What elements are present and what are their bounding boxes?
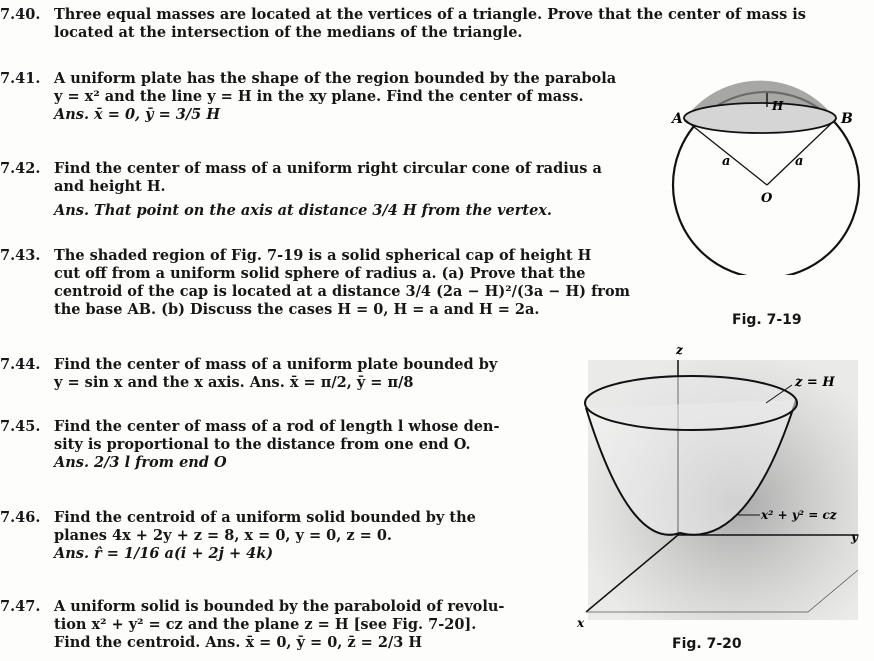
label-y-axis: y bbox=[851, 530, 858, 544]
label-h: H bbox=[772, 99, 784, 113]
label-radius-right: a bbox=[795, 154, 804, 169]
label-z-axis: z bbox=[676, 343, 683, 357]
problem-number: 7.42. bbox=[0, 160, 41, 177]
label-a-point: A bbox=[672, 111, 683, 127]
label-b-point: B bbox=[841, 111, 853, 127]
figure-7-20-caption: Fig. 7-20 bbox=[672, 636, 742, 652]
problem-line: and height H. bbox=[54, 178, 166, 195]
label-x-axis: x bbox=[577, 616, 585, 630]
figure-7-20 bbox=[548, 340, 868, 630]
label-surface: x² + y² = cz bbox=[761, 508, 837, 522]
figure-7-19 bbox=[660, 75, 870, 275]
problem-number: 7.40. bbox=[0, 6, 41, 23]
problem-line: A uniform plate has the shape of the region bounded by the parabola bbox=[54, 70, 617, 87]
problem-answer: Ans. 2/3 l from end O bbox=[54, 454, 227, 471]
label-radius-left: a bbox=[722, 154, 731, 169]
problem-line: cut off from a uniform solid sphere of radius a. (a) Prove that the bbox=[54, 265, 586, 282]
problem-number: 7.44. bbox=[0, 356, 41, 373]
problem-line: centroid of the cap is located at a distance 3/4 (2a − H)²/(3a − H) from bbox=[54, 283, 630, 300]
problem-line: Find the centroid. Ans. x̄ = 0, ȳ = 0, z̄ = 2/3 H bbox=[54, 634, 423, 651]
problem-number: 7.45. bbox=[0, 418, 41, 435]
problem-line: Find the center of mass of a uniform plate bounded by bbox=[54, 356, 498, 373]
problem-answer: Ans. r̂ = 1/16 a(i + 2j + 4k) bbox=[54, 545, 274, 562]
problem-number: 7.46. bbox=[0, 509, 41, 526]
problem-number: 7.43. bbox=[0, 247, 41, 264]
problem-line: planes 4x + 2y + z = 8, x = 0, y = 0, z = 0. bbox=[54, 527, 392, 544]
problem-line: y = x² and the line y = H in the xy plane. Find the center of mass. bbox=[54, 88, 584, 105]
cap-base bbox=[684, 103, 836, 133]
problem-line: the base AB. (b) Discuss the cases H = 0, H = a and H = 2a. bbox=[54, 301, 540, 318]
problem-number: 7.41. bbox=[0, 70, 41, 87]
problem-line: The shaded region of Fig. 7-19 is a solid spherical cap of height H bbox=[54, 247, 592, 264]
problem-line: Find the centroid of a uniform solid bounded by the bbox=[54, 509, 476, 526]
problem-line: tion x² + y² = cz and the plane z = H [see Fig. 7-20]. bbox=[54, 616, 477, 633]
problem-line: y = sin x and the x axis. Ans. x̄ = π/2, ȳ = π/8 bbox=[54, 374, 414, 391]
figure-7-19-caption: Fig. 7-19 bbox=[732, 312, 802, 328]
problem-number: 7.47. bbox=[0, 598, 41, 615]
label-plane: z = H bbox=[795, 375, 835, 390]
problem-line: Find the center of mass of a uniform right circular cone of radius a bbox=[54, 160, 602, 177]
problem-line: located at the intersection of the medians of the triangle. bbox=[54, 24, 523, 41]
problem-line: sity is proportional to the distance from one end O. bbox=[54, 436, 471, 453]
problem-line: Three equal masses are located at the vertices of a triangle. Prove that the center of mass is bbox=[54, 6, 806, 23]
problem-answer: Ans. That point on the axis at distance 3/4 H from the vertex. bbox=[54, 202, 552, 219]
problem-line: Find the center of mass of a rod of length l whose den- bbox=[54, 418, 500, 435]
label-center: O bbox=[761, 191, 773, 206]
problem-line: A uniform solid is bounded by the paraboloid of revolu- bbox=[54, 598, 505, 615]
problem-answer: Ans. x̄ = 0, ȳ = 3/5 H bbox=[54, 106, 221, 123]
paraboloid-top bbox=[585, 376, 797, 430]
